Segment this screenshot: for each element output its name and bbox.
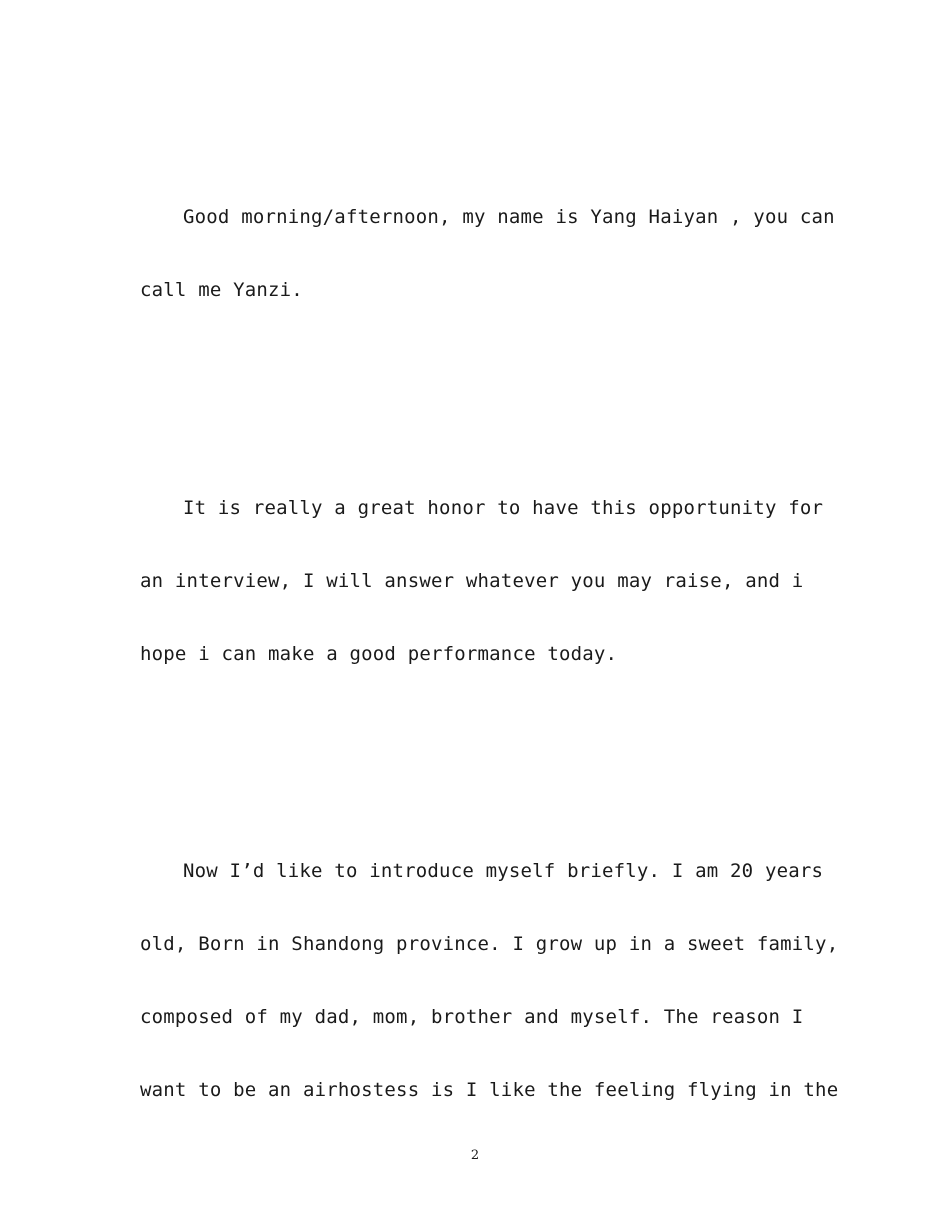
paragraph-2-line-3: hope i can make a good performance today. <box>140 643 618 665</box>
paragraph-3-line-2: old, Born in Shandong province. I grow up in a sweet family, <box>140 933 839 955</box>
paragraph-3-line-1: Now I’d like to introduce myself briefly. I am 20 years <box>183 860 824 882</box>
page-number: 2 <box>470 1148 480 1163</box>
paragraph-3-line-4: want to be an airhostess is I like the feeling flying in the <box>140 1079 839 1101</box>
paragraph-1-line-1: Good morning/afternoon, my name is Yang Haiyan , you can <box>183 206 835 228</box>
paragraph-3-line-3: composed of my dad, mom, brother and myself. The reason I <box>140 1006 804 1028</box>
paragraph-2-line-1: It is really a great honor to have this opportunity for <box>183 497 824 519</box>
paragraph-2-line-2: an interview, I will answer whatever you may raise, and i <box>140 570 804 592</box>
paragraph-1-line-2: call me Yanzi. <box>140 279 303 301</box>
